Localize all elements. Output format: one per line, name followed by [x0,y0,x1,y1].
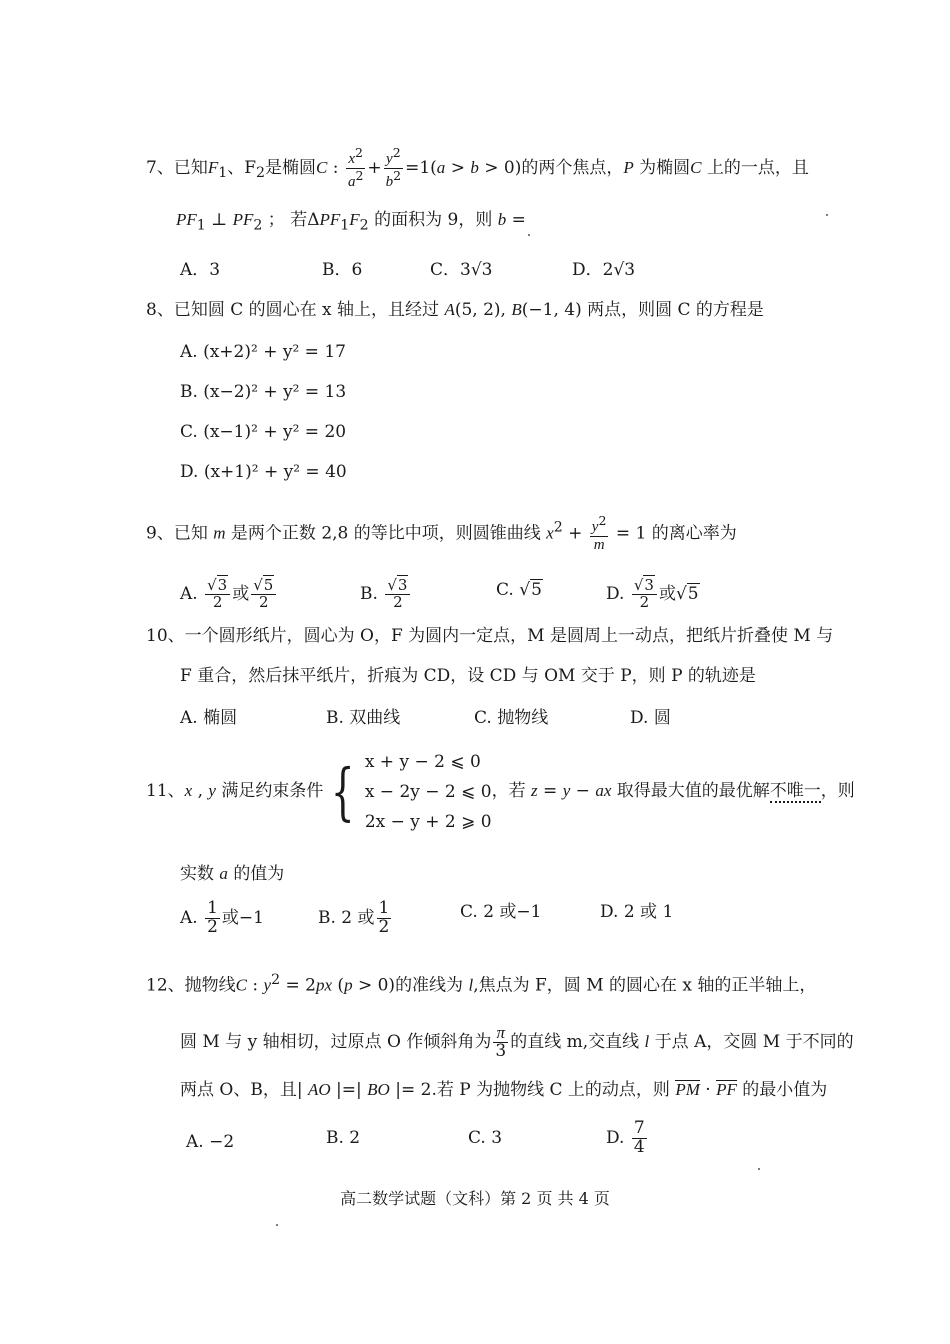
q10-line1: 10、一个圆形纸片，圆心为 O，F 为圆内一定点，M 是圆周上一动点，把纸片折叠使 M 与 [146,626,834,646]
q9-stem: 9、已知 m 是两个正数 2,8 的等比中项，则圆锥曲线 $x^2$ + $\frac{y^2}{m}$ = 1 的离心率为 [146,513,737,553]
q9-option-c: C. √5 [496,580,542,600]
q7-number: 7、 [146,157,174,178]
q8-option-a: A. (x+2)² + y² = 17 [180,342,346,362]
q8-option-b: B. (x−2)² + y² = 13 [180,382,347,402]
q7-frac-y: $\frac{y^2}{b^2}$ [385,145,402,190]
q12-option-c: C. 3 [468,1128,503,1148]
q10-option-d: D. 圆 [630,708,671,728]
q11-number: 11、 [146,781,185,801]
q12-line3: 两点 O、B，且| AO |=| BO |= 2.若 P 为抛物线 C 上的动点，则 PM · PF 的最小值为 [180,1080,828,1100]
q8-option-d: D. (x+1)² + y² = 40 [180,462,347,482]
q7-option-b: B．6 [322,260,363,280]
q12-line2: 圆 M 与 y 轴相切，过原点 O 作倾斜角为 $\frac{\pi}{3}$ 的直线 m,交直线 l 于点 A，交圆 M 于不同的 [180,1023,854,1061]
q10-option-a: A. 椭圆 [180,708,238,728]
q8-option-c: C. (x−1)² + y² = 20 [180,422,347,442]
q11-option-d: D. 2 或 1 [600,902,674,922]
q12-number: 12、 [146,975,185,996]
q12-option-a: A. −2 [186,1132,235,1152]
q12-option-b: B. 2 [326,1128,361,1148]
q9-option-a: A. $\frac{√3}{2}$ 或 $\frac{√5}{2}$ [180,578,278,611]
q7-line1: 7、已知$F_1$、$F_2$是椭圆C : $\frac{x^2}{a^2}$ + $\frac{y^2}{b^2}$ =1(a > b > 0)的两个焦点，P 为椭圆C 上的一点，且 [146,145,809,190]
q7-frac-x: $\frac{x^2}{a^2}$ [347,145,364,190]
q9-option-b: B. $\frac{√3}{2}$ [360,578,412,611]
q7-line2: $PF_1$ ⊥ $PF_2$ ； 若$\Delta PF_1F_2$ 的面积为 9，则 b = [176,210,526,234]
q11-brace: { [331,754,355,828]
q7-option-c: C．3√3 [430,260,493,280]
q10-option-b: B. 双曲线 [326,708,401,728]
q11-option-a: A. $\frac{1}{2}$ 或−1 [180,898,264,937]
q11-option-c: C. 2 或−1 [460,902,542,922]
page-footer: 高二数学试题（文科）第 2 页 共 4 页 [340,1189,610,1208]
q7-option-d: D．2√3 [572,260,636,280]
q10-option-c: C. 抛物线 [474,708,549,728]
q7-option-a: A．3 [180,260,221,280]
q9-option-d: D. $\frac{√3}{2}$ 或√5 [606,576,699,611]
q12-option-d: D. $\frac{7}{4}$ [606,1118,645,1157]
q10-line2: F 重合，然后抹平纸片，折痕为 CD，设 CD 与 OM 交于 P，则 P 的轨迹是 [180,666,756,686]
q11-option-b: B. 2 或 $\frac{1}{2}$ [318,898,390,937]
q9-number: 9、 [146,523,174,544]
q11-line2: 实数 a 的值为 [180,864,285,884]
scan-speck [276,1224,278,1226]
q11-constraints: x + y − 2 ⩽ 0 x − 2y − 2 ⩽ 0 2x − y + 2 ⩾ 0 [364,751,492,832]
q11-stem: 11、x , y 满足约束条件 { x + y − 2 ⩽ 0 x − 2y − 2 ⩽ 0 2x − y + 2 ⩾ 0 ，若 z = y − ax 取得最大值的最优解不唯一，则 [146,746,855,837]
scan-speck [528,234,530,236]
q12-line1: 12、抛物线C : $y^2 = 2px$ (p > 0)的准线为 l,焦点为 F，圆 M 的圆心在 x 轴的正半轴上， [146,972,817,996]
q9-frac: $\frac{y^2}{m}$ [591,513,607,553]
q8-number: 8、 [146,300,174,320]
scan-speck [758,1168,760,1170]
scan-speck [826,214,828,216]
q8-stem: 8、已知圆 C 的圆心在 x 轴上，且经过 A(5, 2), B(−1, 4) 两点，则圆 C 的方程是 [146,300,764,320]
